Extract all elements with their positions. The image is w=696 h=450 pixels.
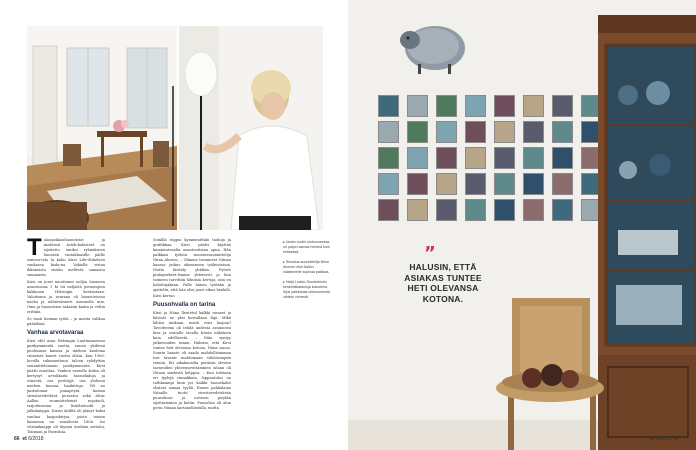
ceramic-tile xyxy=(523,121,544,143)
magazine-name: et xyxy=(22,436,27,442)
ceramic-tile xyxy=(552,147,573,169)
ceramic-tile xyxy=(523,173,544,195)
paragraph: Kirsi ehti asua Helsingin Lauttasaaressa parikymmentä vuotta, ennen yhdessä puolisonsa kanssa ja miehen kuolema viimeiset kaavit vuotta ollein. Kun 1960-luvulla rakennettuun taloon ryhdyttiin suunnittelemaan parikymmentä. Kirsi päätti muuttaa. Vanhen varsella kotiin oli kertynyt arvokkaita huonekaluja ja esineitä, osa perittyjä, osa yhdessä miehen kanssa hankittuja. Oli no paitsitomat punapöytä, komea sivustavedettävä puuseiva sekä Alvar Aallon suunnittelemat nojatuoli, tarjoiluvaunu ja lisäelintuolit ja jalkalamppu. Kirsin äidiltä oli jäänyt kaksi vanhaa kaapiokirjoa, joista toinen kannessa on vanoilusta 1806. Iso vitriinikaappi oli täynnä Arabian astioita, Toinman ja Paratiisia. xyxy=(27,338,105,434)
pull-quote: HALUSIN, ETTÄ ASIAKAS TUNTEE HETI OLEVANSA KOTONA. xyxy=(404,262,482,304)
ceramic-tile-collection xyxy=(378,95,606,225)
folio-left xyxy=(14,436,43,442)
ceramic-tile xyxy=(523,95,544,117)
ceramic-tile xyxy=(465,199,486,221)
ceramic-tile xyxy=(436,121,457,143)
page-number: 66 xyxy=(14,436,20,442)
ceramic-tile xyxy=(523,199,544,221)
issue-number: 6/2018 xyxy=(28,436,44,442)
ceramic-tile xyxy=(407,147,428,169)
portrait-photo xyxy=(179,26,323,230)
ceramic-tile xyxy=(465,173,486,195)
photo-captions xyxy=(283,240,331,305)
ceramic-tile xyxy=(552,173,573,195)
section-heading: Vanhaa arvotavaraa xyxy=(27,329,84,336)
column-1 xyxy=(27,234,105,436)
ceramic-tile xyxy=(494,147,515,169)
ceramic-tile xyxy=(494,199,515,221)
section-heading: Puusohvalla on tarina xyxy=(153,301,216,308)
paragraph: Se vaati hieman työtä – ja monta valikoa päätöksiä. xyxy=(27,316,105,326)
ceramic-tile xyxy=(552,95,573,117)
paragraph: Kirsi ja Niina lleutetul kalkki esineet ja kävivät ne yksi kerrallaan läpi. Mikä lähtisi mukaan, mistä voisi luopua? Tavoitteena oli tehdä uudesta asunnosta kiva ja sentalle tavalla Kirsin näköinen kuin edellisestä. – Näin syntyy jatkuvuuden tunnu. Halusin, että Kirsi tuntee heti olevansa kotona, Niina sanoo. Suurin haaste oli saada mahdollisimman isot tavarat mahtumaan vähäisempiin seiniin. Eri aikakausilta peräisin olevien tavaroiden yhteensovittaminen sitaan oli Niinan mielestä helppoa. – Kun tuletaan eri tyylejä rinnakkain, loppuntulos on rathkaampi kuin jos kaikki huonekalut olisivat samaa tyyliä. Ennen pahkalaiaa Niinalle tuotti sivustavedettävän puusohvan ja uusioon pöydän sijoittaminen ja kotiin. Puusohva oli alun perin Niinan kartanolliistulla, mutta xyxy=(153,310,231,411)
caption: ▸ Uuden kodin olohuoneessa on paljon samaa henkeä kuin entisessä. xyxy=(283,240,330,254)
ceramic-tile xyxy=(494,95,515,117)
ceramic-tile xyxy=(378,199,399,221)
ceramic-tile xyxy=(465,121,486,143)
ceramic-tile xyxy=(407,95,428,117)
caption: ▸ Heljä Liukko-Sundströmin keramiikkatauluja kokoelma löysi paikkansa olohuoneesta vitriinin vierestä. xyxy=(283,280,330,299)
ceramic-tile xyxy=(378,173,399,195)
ceramic-tile xyxy=(378,147,399,169)
ceramic-tile xyxy=(436,147,457,169)
issue-number: 6/2018 xyxy=(655,436,672,442)
right-page xyxy=(348,0,696,450)
ceramic-tile xyxy=(407,199,428,221)
ceramic-tile xyxy=(552,121,573,143)
ceramic-tile xyxy=(494,121,515,143)
bullet-marker-icon: ▸ xyxy=(283,280,285,284)
folio-right xyxy=(650,436,679,442)
column-2 xyxy=(153,238,231,413)
ceramic-tile xyxy=(436,173,457,195)
ceramic-tile xyxy=(407,121,428,143)
bullet-marker-icon: ▸ xyxy=(283,260,285,264)
wooden-chair-with-basket xyxy=(492,298,612,450)
ceramic-tile xyxy=(407,173,428,195)
ceramic-tile xyxy=(465,147,486,169)
magazine-name: et xyxy=(650,436,655,442)
glass-cabinet xyxy=(598,15,696,450)
intro-paragraph: Talonpoikaishuoneistot ja modernit Artek-kalusteet on sijoitettu omiksi ryhmikseen huoneen vastakkaisille päille sanoen-talo la kaliu Kirsi Lihr-Kokelaen vankaesa koda-na. Vakiolle virtaa ikkunoista sisään mellestä samaista suunnasta. xyxy=(27,234,105,278)
ceramic-tile xyxy=(436,95,457,117)
ceramic-tile xyxy=(436,199,457,221)
ceramic-tile xyxy=(523,147,544,169)
bullet-marker-icon: ▸ xyxy=(283,240,285,244)
caption: ▸ Sisustus-suunnittelija Niina Ahonen etsii Aallon valaisimelle sopivaa paikkaa. xyxy=(283,260,330,274)
ceramic-tile xyxy=(494,173,515,195)
paragraph: Seinillä riippui kymmenittäin tauluja ja grafiikkaa. Kirsi päätti käyttää kamintarvaalta asuntonttiaan apua. Hän palkkasi työhön sisustussuunnittelija Niina Ahosen. – Olimme tavanneet Niinan kanssa joskus ohimennen työkuvioissa. Mutta kiistely yhtäkin. Pyöröt pintaperkeet-lemme yhteisesti ja kun toimeen tarvittiin lukuisia kertoja, niin en haluttujakaan. Palle hänen työtään ja ajatteltu, että hän olisi juuri oikea henkilö, Kirsi kertoo. xyxy=(153,238,231,298)
ceramic-tile xyxy=(378,121,399,143)
paragraph: Kirsi on juuri muuttanut neljän huoneen asuntoonsa 1 ki töi neljästä pienoisgien kakkosen Helsingin keskustaan. Valoitsana ja avarana oli huoneistossa mielsi ja nähtävänneet asunnolla mm. Oma ja huoneiston takaisin kanta ja veltin erittäin. xyxy=(27,279,105,315)
dropcap: T xyxy=(27,234,42,261)
ceramic-tile xyxy=(378,95,399,117)
quote-mark-icon: ” xyxy=(424,243,436,264)
ceramic-tile xyxy=(552,199,573,221)
page-number: 67 xyxy=(673,436,680,442)
ceramic-tile xyxy=(465,95,486,117)
living-room-photo xyxy=(27,26,177,230)
